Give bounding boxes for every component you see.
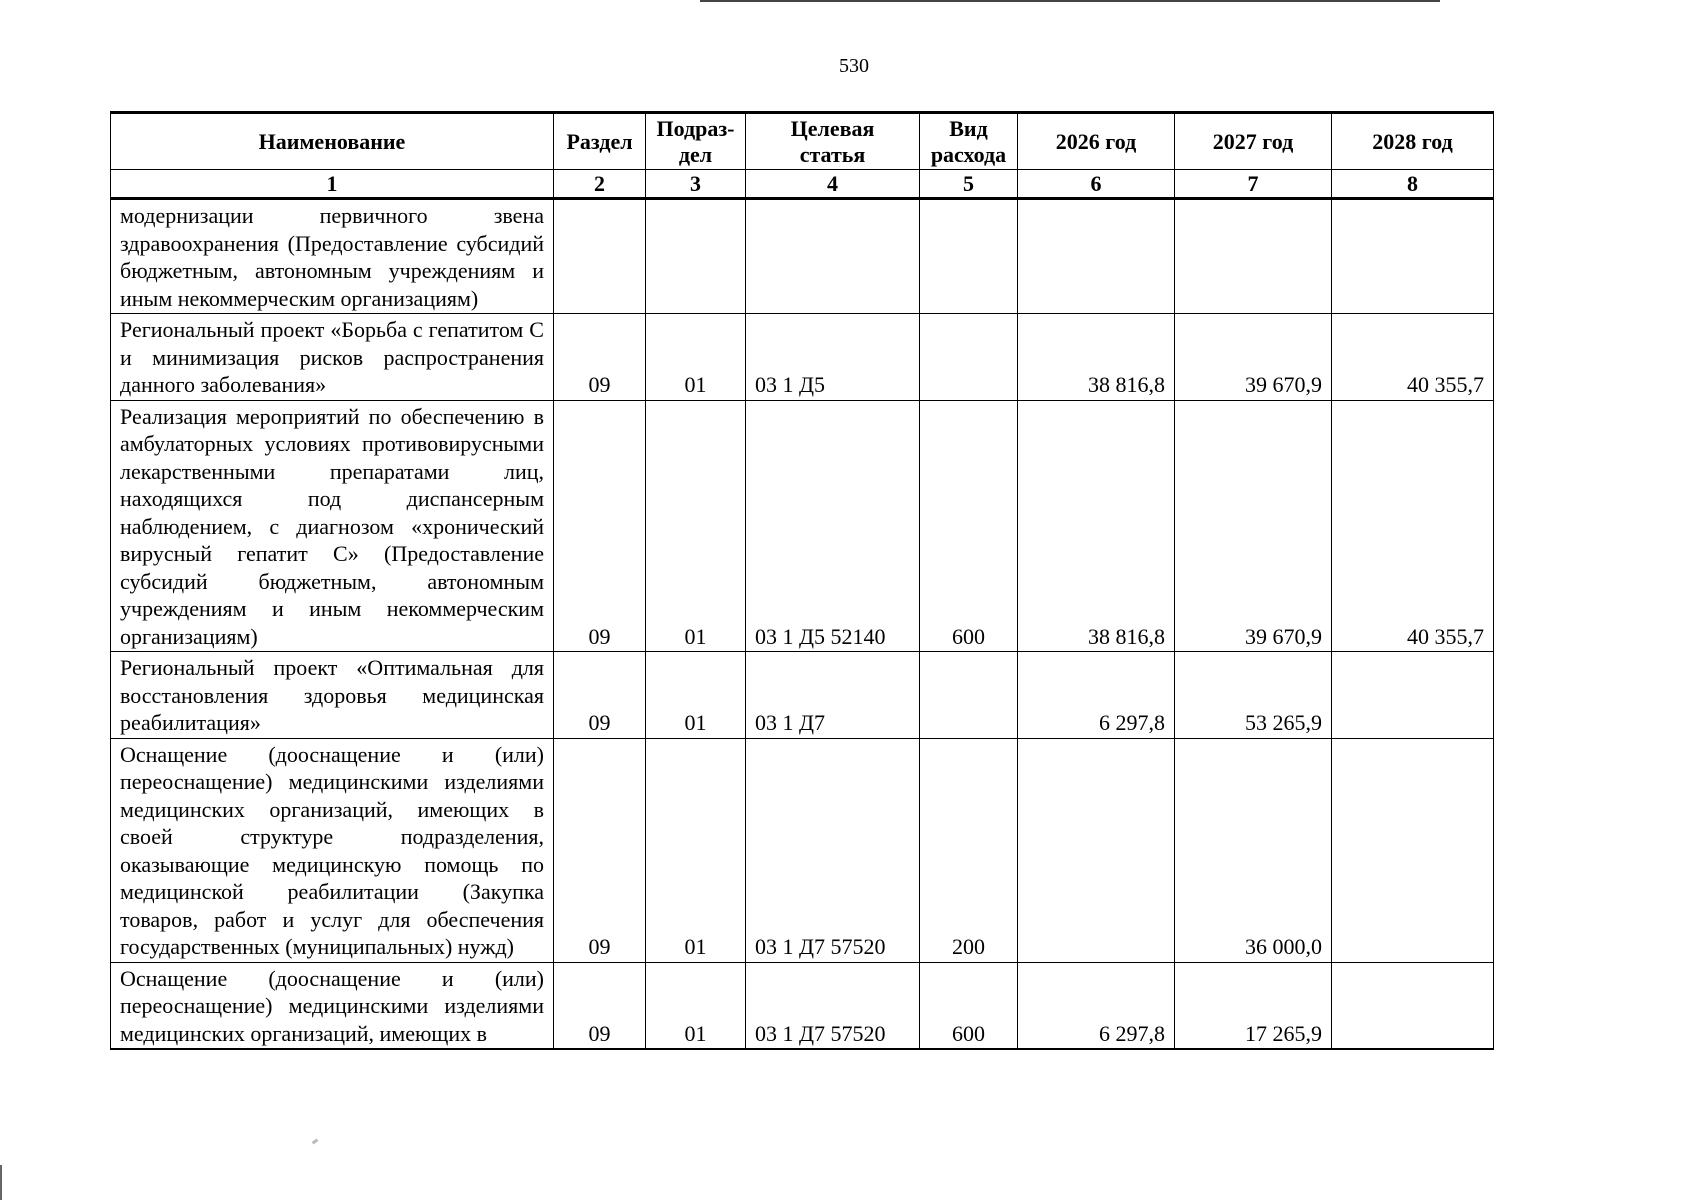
row-2027 xyxy=(1175,199,1332,314)
page-number: 530 xyxy=(839,55,869,77)
row-2027: 17 265,9 xyxy=(1175,962,1332,1049)
row-subsection: 01 xyxy=(646,962,746,1049)
column-number: 2 xyxy=(554,170,646,199)
column-number: 6 xyxy=(1018,170,1175,199)
column-number: 8 xyxy=(1332,170,1494,199)
row-subsection xyxy=(646,199,746,314)
row-name: Региональный проект «Оптимальная для восстановления здоровья медицинская реабилитация» xyxy=(111,652,554,739)
header-subsection-line1: Подраз- xyxy=(656,115,735,141)
row-2026: 38 816,8 xyxy=(1018,400,1175,652)
row-2027: 39 670,9 xyxy=(1175,400,1332,652)
row-subsection: 01 xyxy=(646,738,746,962)
column-number: 4 xyxy=(746,170,920,199)
row-target: 03 1 Д7 xyxy=(746,652,920,739)
row-expense xyxy=(920,314,1018,401)
header-2027: 2027 год xyxy=(1175,113,1332,170)
row-expense xyxy=(920,652,1018,739)
row-2028: 40 355,7 xyxy=(1332,314,1494,401)
table-row xyxy=(111,652,1494,739)
row-name: Региональный проект «Борьба с гепатитом С и минимизация рисков распространения данного заболевания» xyxy=(111,314,554,401)
column-number-row xyxy=(111,170,1494,199)
row-expense: 600 xyxy=(920,400,1018,652)
row-2027: 53 265,9 xyxy=(1175,652,1332,739)
header-expense-line1: Вид xyxy=(949,115,988,141)
scan-edge-line xyxy=(700,0,1440,2)
row-subsection: 01 xyxy=(646,400,746,652)
row-name: Реализация мероприятий по обеспечению в амбулаторных условиях противовирусными лекарственными препаратами лиц, находящихся под диспансерным наблюдением, с диагнозом «хронический вирусный гепатит С» (Предоставление субсидий бюджетным, автономным учреждениям и иным некоммерческим организациям) xyxy=(111,400,554,652)
header-expense-line2: расхода xyxy=(930,141,1007,167)
row-name: Оснащение (дооснащение и (или) переоснащение) медицинскими изделиями медицинских организаций, имеющих в xyxy=(111,962,554,1049)
table-row xyxy=(111,400,1494,652)
row-2028 xyxy=(1332,199,1494,314)
row-2026 xyxy=(1018,199,1175,314)
row-target: 03 1 Д5 xyxy=(746,314,920,401)
scan-margin-mark xyxy=(0,1165,2,1200)
table-row xyxy=(111,962,1494,1049)
table-row xyxy=(111,314,1494,401)
row-target: 03 1 Д5 52140 xyxy=(746,400,920,652)
header-subsection-line2: дел xyxy=(678,141,713,167)
row-expense: 600 xyxy=(920,962,1018,1049)
row-section: 09 xyxy=(554,400,646,652)
column-number: 7 xyxy=(1175,170,1332,199)
row-2026 xyxy=(1018,738,1175,962)
row-2027: 36 000,0 xyxy=(1175,738,1332,962)
row-section xyxy=(554,199,646,314)
row-expense: 200 xyxy=(920,738,1018,962)
row-name: модернизации первичного звена здравоохранения (Предоставление субсидий бюджетным, автономным учреждениям и иным некоммерческим организациям) xyxy=(111,199,554,314)
column-number: 5 xyxy=(920,170,1018,199)
row-2026: 6 297,8 xyxy=(1018,652,1175,739)
row-subsection: 01 xyxy=(646,314,746,401)
row-section: 09 xyxy=(554,314,646,401)
table-row xyxy=(111,738,1494,962)
row-expense xyxy=(920,199,1018,314)
row-2028 xyxy=(1332,738,1494,962)
table-row xyxy=(111,199,1494,314)
row-section: 09 xyxy=(554,652,646,739)
scan-smudge xyxy=(312,1139,319,1145)
row-2026: 38 816,8 xyxy=(1018,314,1175,401)
header-name: Наименование xyxy=(111,113,554,170)
header-target-line1: Целевая xyxy=(790,115,875,141)
row-2028: 40 355,7 xyxy=(1332,400,1494,652)
row-target: 03 1 Д7 57520 xyxy=(746,962,920,1049)
header-2026: 2026 год xyxy=(1018,113,1175,170)
budget-table xyxy=(110,111,1494,1050)
row-2026: 6 297,8 xyxy=(1018,962,1175,1049)
row-section: 09 xyxy=(554,962,646,1049)
header-subsection xyxy=(646,113,746,170)
row-name: Оснащение (дооснащение и (или) переоснащение) медицинскими изделиями медицинских организаций, имеющих в своей структуре подразделения, оказывающие медицинскую помощь по медицинской реабилитации (Закупка товаров, работ и услуг для обеспечения государственных (муниципальных) нужд) xyxy=(111,738,554,962)
row-subsection: 01 xyxy=(646,652,746,739)
column-number: 3 xyxy=(646,170,746,199)
header-row xyxy=(111,113,1494,170)
header-target xyxy=(746,113,920,170)
header-2028: 2028 год xyxy=(1332,113,1494,170)
row-target xyxy=(746,199,920,314)
row-2028 xyxy=(1332,962,1494,1049)
row-2027: 39 670,9 xyxy=(1175,314,1332,401)
header-section: Раздел xyxy=(554,113,646,170)
header-expense xyxy=(920,113,1018,170)
row-2028 xyxy=(1332,652,1494,739)
header-target-line2: статья xyxy=(799,141,866,167)
row-section: 09 xyxy=(554,738,646,962)
row-target: 03 1 Д7 57520 xyxy=(746,738,920,962)
column-number: 1 xyxy=(111,170,554,199)
